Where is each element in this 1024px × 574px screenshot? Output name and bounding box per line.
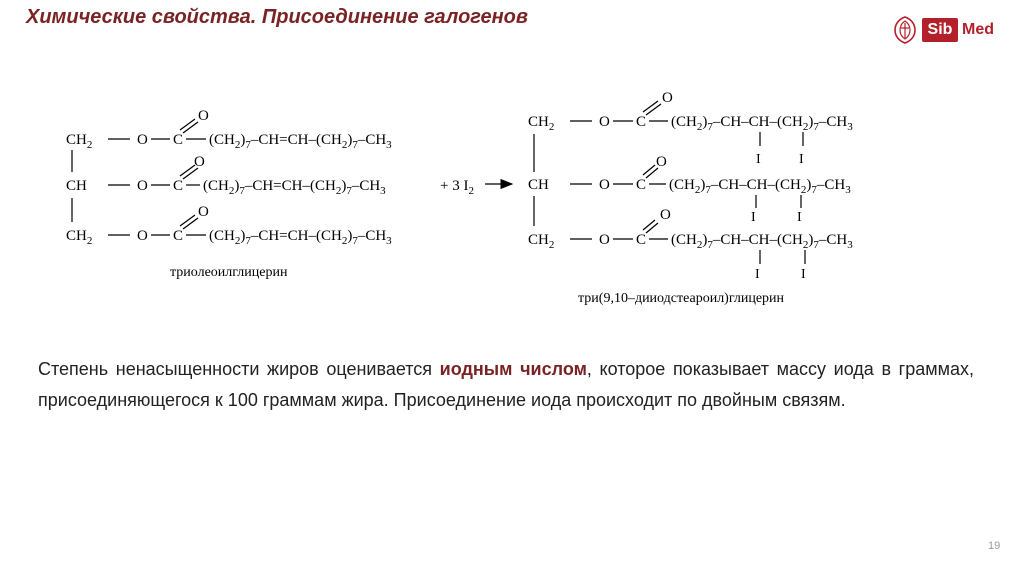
svg-text:C: C xyxy=(636,114,647,130)
svg-text:CH2: $CH_2$ xyxy=(66,228,93,247)
reactant-glycerol-backbone xyxy=(66,132,92,247)
svg-text:I: I xyxy=(751,210,756,225)
svg-text:C: C xyxy=(173,178,184,194)
svg-text:O: O xyxy=(194,154,205,170)
svg-text:O: O xyxy=(137,228,148,244)
ch-label: CH xyxy=(66,178,87,194)
svg-text:O: O xyxy=(198,204,209,220)
reaction-scheme xyxy=(0,80,1024,310)
ch2-label: CH xyxy=(66,228,87,244)
svg-text:C: C xyxy=(636,232,647,248)
paragraph-text-2: , которое показывает массу иода в граммах, присоединяющегося к 100 граммам жира. Присоединение иода происходит по двойным связям. xyxy=(38,359,974,410)
page-number: 19 xyxy=(988,540,1001,552)
svg-text:I: I xyxy=(756,152,761,167)
svg-text:C: C xyxy=(173,132,184,148)
logo-med: Med xyxy=(962,21,994,38)
svg-text:C: C xyxy=(173,228,184,244)
svg-text:C: C xyxy=(636,177,647,193)
svg-text:CH: CH xyxy=(528,177,549,193)
svg-text:O: O xyxy=(656,154,667,170)
svg-text:O: O xyxy=(137,178,148,194)
body-paragraph xyxy=(38,354,974,416)
svg-text:I: I xyxy=(755,267,760,282)
sibmed-logo xyxy=(892,16,1004,46)
product-ester-row-2 xyxy=(570,154,851,225)
svg-text:CH2: $CH_2$ xyxy=(528,232,555,251)
logo-sib: Sib xyxy=(922,18,958,42)
ch2-label: CH xyxy=(66,132,87,148)
iodine-number-term: иодным числом xyxy=(439,359,587,379)
svg-text:I: I xyxy=(801,267,806,282)
product-ester-row-3 xyxy=(570,207,853,282)
svg-text:O: O xyxy=(662,90,673,106)
svg-text:CH2: $CH_2$ xyxy=(66,132,93,151)
svg-text:(CH2)7–CH–CH–(CH2)7–CH3: $(CH_2)_7-CH-CH-(CH_2)_7-CH_3$ xyxy=(669,177,851,196)
product-name: три(9,10–дииодстеароил)глицерин xyxy=(578,291,785,306)
reactant-ester-row-2 xyxy=(108,154,386,197)
paragraph-text-1: Степень ненасыщенности жиров оценивается xyxy=(38,359,440,379)
svg-text:(CH2)7–CH–CH–(CH2)7–CH3: $(CH_2)_7-CH-CH-(CH_2)_7-CH_3$ xyxy=(671,114,853,133)
university-emblem-icon xyxy=(892,16,918,44)
svg-text:O: O xyxy=(660,207,671,223)
slide-title: Химические свойства. Присоединение галогенов xyxy=(26,6,528,28)
svg-text:(CH2)7–CH=CH–(CH2)7–CH3: $(CH_2)_7-CH=CH-(CH_2)_7-CH_3$ xyxy=(203,178,386,197)
reactant-ester-row-1 xyxy=(108,108,392,151)
reagent-label: + 3 $I_2$ xyxy=(440,178,474,197)
svg-text:(CH2)7–CH=CH–(CH2)7–CH3: $(CH_2)_7-CH=CH-(CH_2)_7-CH_3$ xyxy=(209,132,392,151)
svg-text:O: O xyxy=(198,108,209,124)
reactant-ester-row-3 xyxy=(108,204,392,247)
svg-text:O: O xyxy=(599,177,610,193)
svg-text:I: I xyxy=(797,210,802,225)
reactant-name: триолеоилглицерин xyxy=(170,265,288,280)
product-ester-row-1 xyxy=(570,90,853,167)
svg-text:(CH2)7–CH–CH–(CH2)7–CH3: $(CH_2)_7-CH-CH-(CH_2)_7-CH_3$ xyxy=(671,232,853,251)
svg-text:I: I xyxy=(799,152,804,167)
svg-text:(CH2)7–CH=CH–(CH2)7–CH3: $(CH_2)_7-CH=CH-(CH_2)_7-CH_3$ xyxy=(209,228,392,247)
svg-text:CH2: $CH_2$ xyxy=(528,114,555,133)
svg-text:O: O xyxy=(137,132,148,148)
svg-text:O: O xyxy=(599,232,610,248)
product-glycerol-backbone xyxy=(528,114,554,251)
svg-text:O: O xyxy=(599,114,610,130)
